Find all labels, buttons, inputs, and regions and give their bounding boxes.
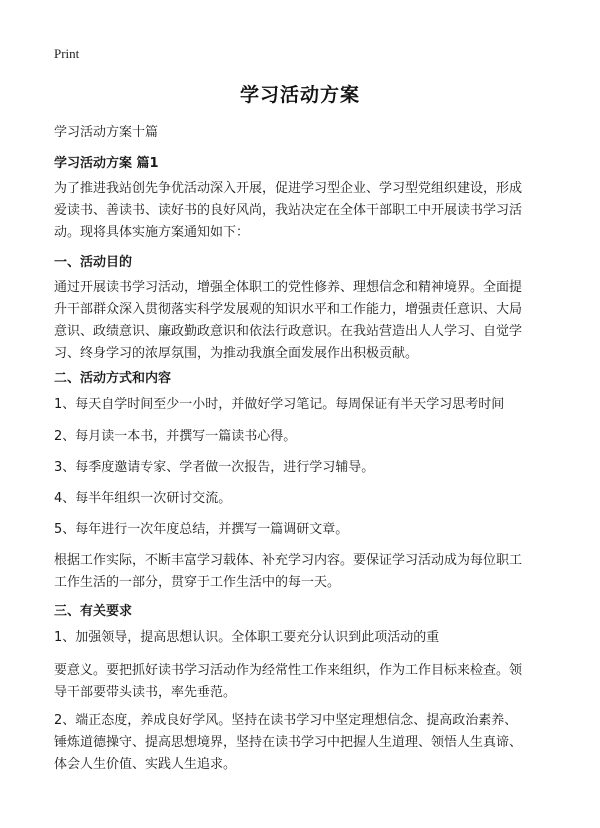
paragraph-line: 习、终身学习的浓厚氛围，为推动我旗全面发展作出积极贡献。 [54,346,419,361]
paragraph-line: 升干部群众深入贯彻落实科学发展观的知识水平和工作能力，增强责任意识、大局 [54,302,523,317]
paragraph-line: 锤炼道德操守、提高思想境界，坚持在读书学习中把握人生道理、领悟人生真谛、 [54,735,523,750]
paragraph-line: 要意义。要把抓好读书学习活动作为经常性工作来组织，作为工作目标来检查。领 [54,663,523,678]
document-subtitle: 学习活动方案十篇 [54,125,159,140]
requirement-item-1: 1、加强领导，提高思想认识。全体职工要充分认识到此项活动的重 [54,630,440,645]
paragraph-line: 2、端正态度，养成良好学风。坚持在读书学习中坚定理想信念、提高政治素养、 [54,713,518,728]
article-heading: 学习活动方案 篇1 [54,156,159,171]
method-item-2: 2、每月读一本书，并撰写一篇读书心得。 [54,429,297,444]
requirement-item-1-continued [54,660,554,704]
section-heading-requirements: 三、有关要求 [54,604,133,619]
methods-closing-paragraph [54,550,554,594]
paragraph-line: 工作生活的一部分，贯穿于工作生活中的每一天。 [54,575,341,590]
paragraph-line: 体会人生价值、实践人生追求。 [54,757,237,772]
purpose-paragraph [54,277,554,365]
section-heading-methods: 二、活动方式和内容 [54,371,172,386]
paragraph-line: 根据工作实际，不断丰富学习载体、补充学习内容。要保证学习活动成为每位职工 [54,553,523,568]
paragraph-line: 意识、政绩意识、廉政勤政意识和依法行政意识。在我站营造出人人学习、自觉学 [54,324,523,339]
paragraph-line: 动。现将具体实施方案通知如下： [54,225,250,240]
paragraph-line: 爱读书、善读书、读好书的良好风尚，我站决定在全体干部职工中开展读书学习活 [54,203,523,218]
requirement-item-2 [54,710,554,776]
intro-paragraph [54,178,554,244]
paragraph-line: 为了推进我站创先争优活动深入开展，促进学习型企业、学习型党组织建设，形成 [54,181,523,196]
document-title: 学习活动方案 [239,84,360,106]
method-item-5: 5、每年进行一次年度总结，并撰写一篇调研文章。 [54,522,349,537]
method-item-4: 4、每半年组织一次研讨交流。 [54,491,232,506]
section-heading-purpose: 一、活动目的 [54,255,133,270]
paragraph-line: 导干部要带头读书，率先垂范。 [54,685,237,700]
method-item-3: 3、每季度邀请专家、学者做一次报告，进行学习辅导。 [54,460,375,475]
method-item-1: 1、每天自学时间至少一小时，并做好学习笔记。每周保证有半天学习思考时间 [54,397,505,412]
print-label: Print [54,46,80,61]
paragraph-line: 通过开展读书学习活动，增强全体职工的党性修养、理想信念和精神境界。全面提 [54,280,523,295]
